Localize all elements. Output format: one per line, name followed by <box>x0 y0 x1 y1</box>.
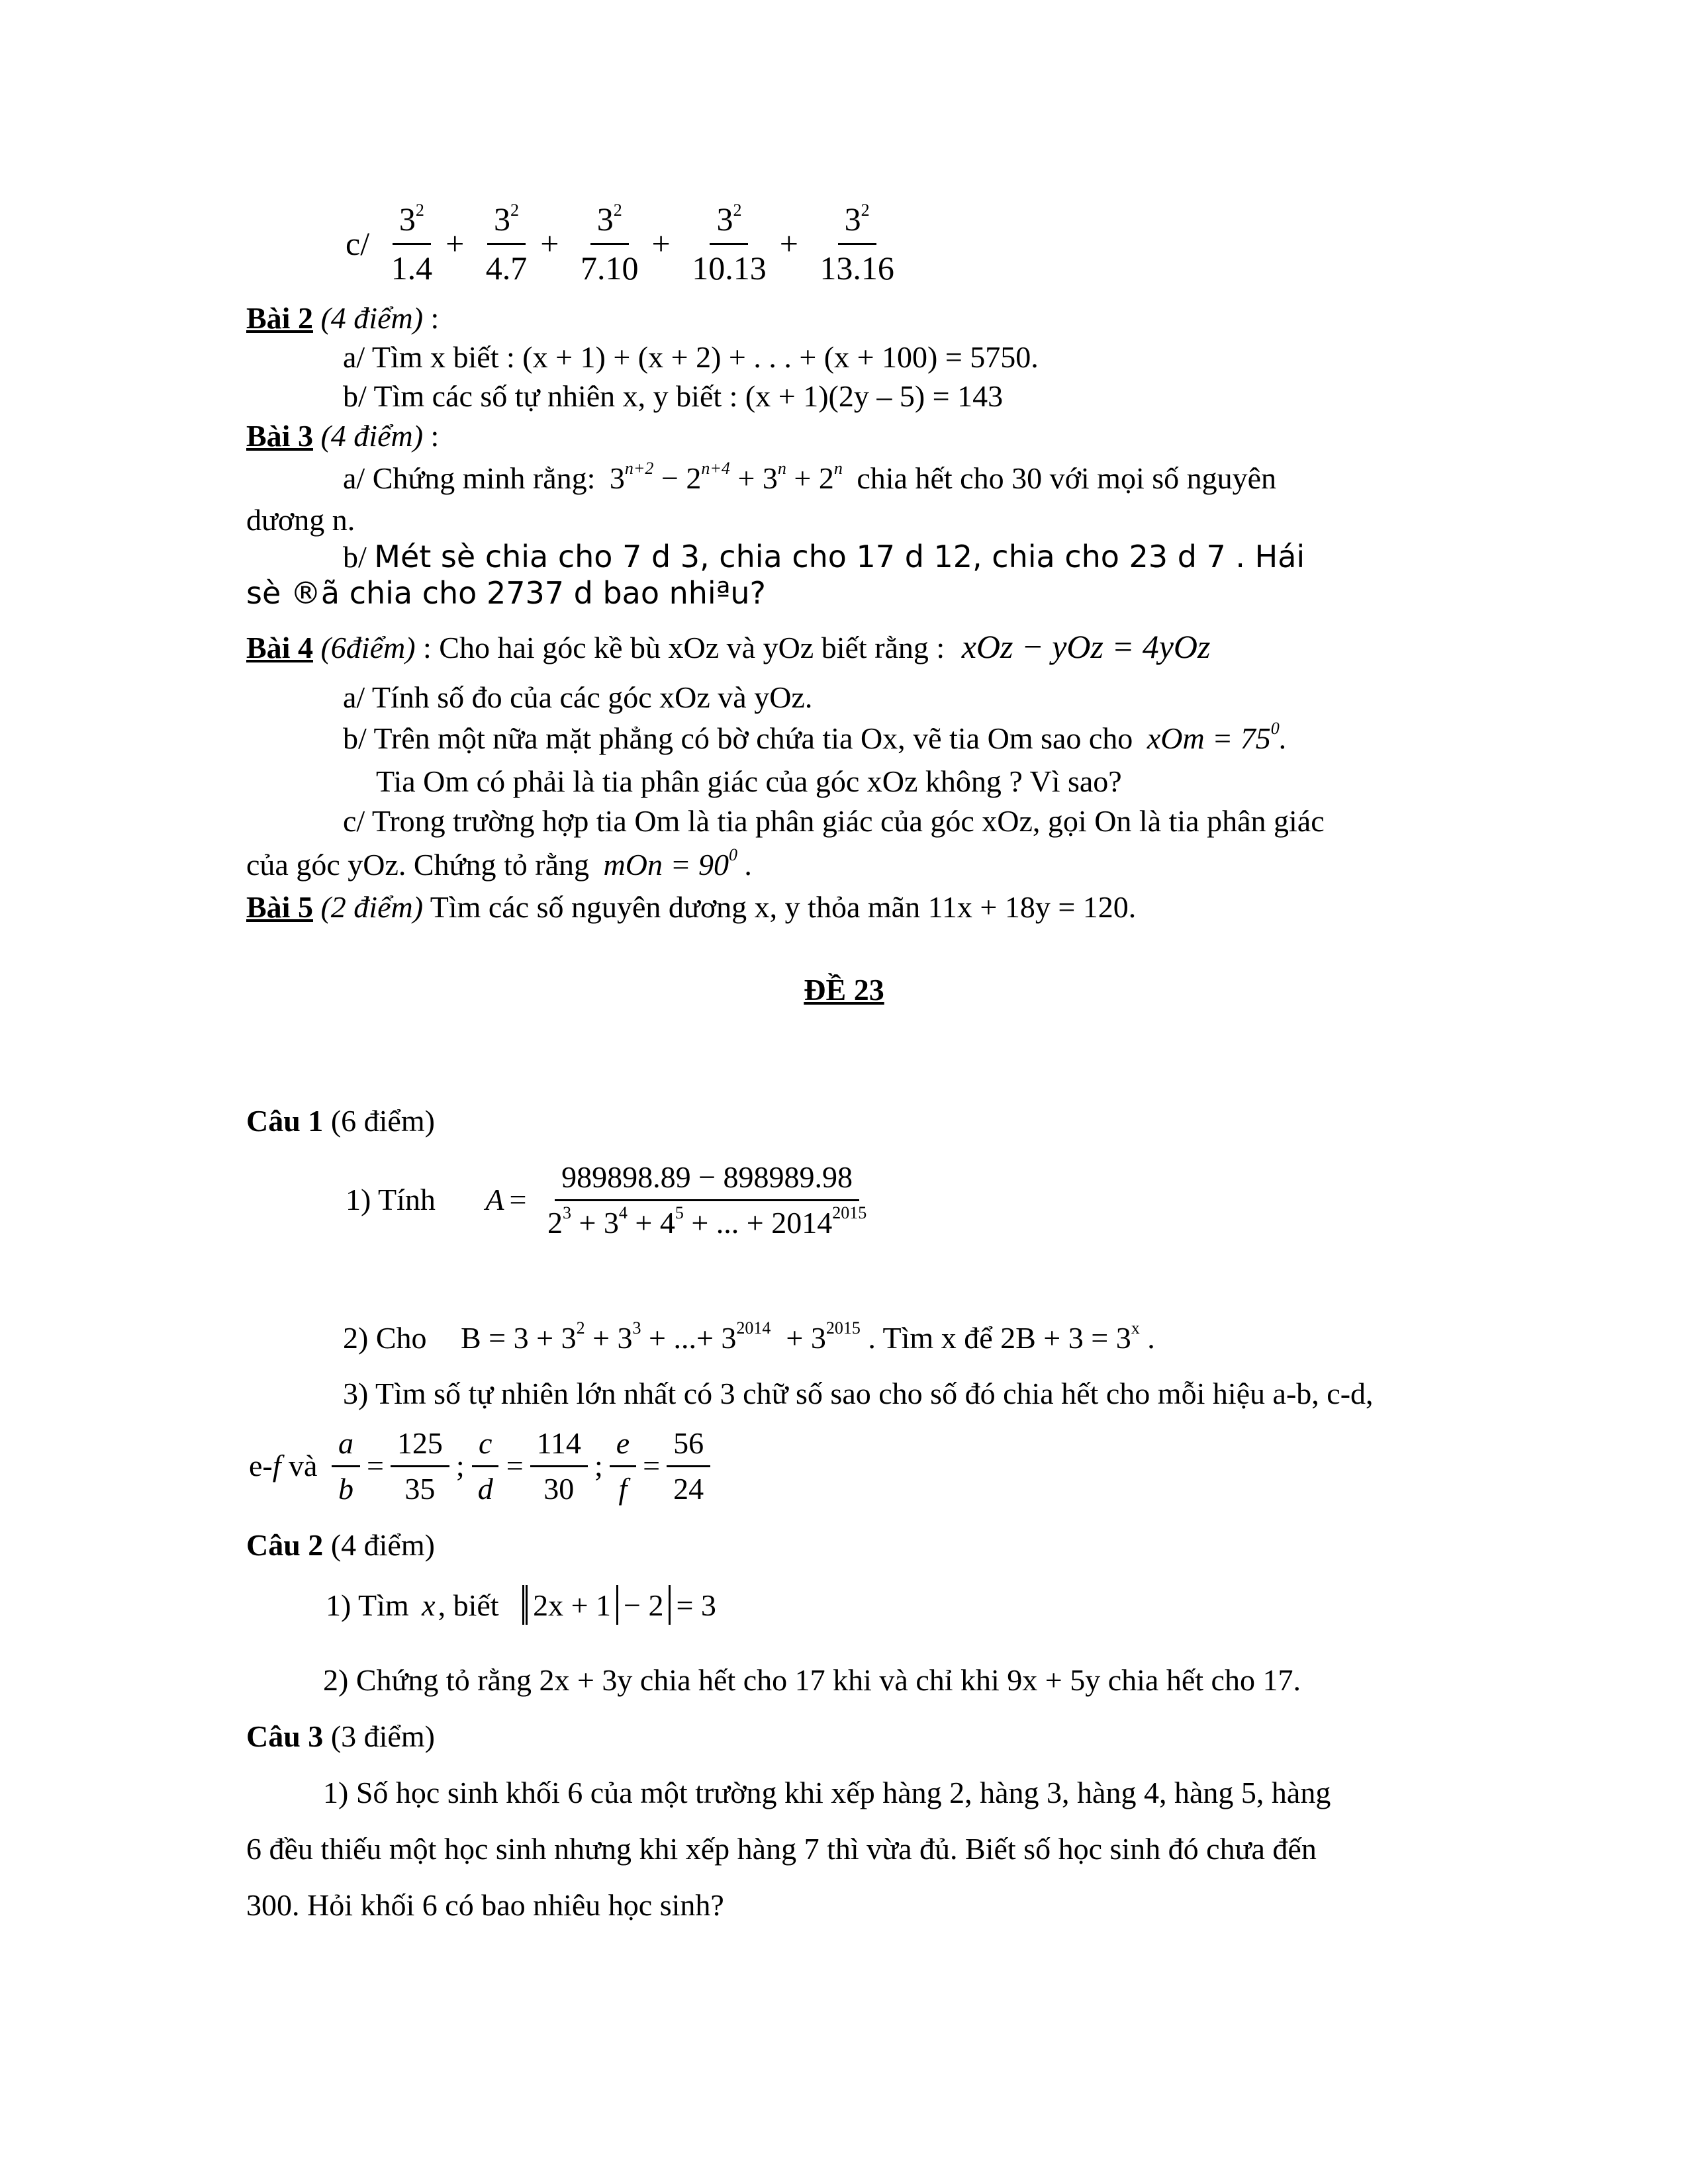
cau1-label: Câu 1 <box>246 1104 324 1138</box>
bai4-formula: xOz − yOz = 4yOz <box>961 628 1211 665</box>
cau1-points: (6 điểm) <box>323 1104 435 1138</box>
cau2-label: Câu 2 <box>246 1528 324 1562</box>
ratio-114-30: $\frac{114}{30}$ <box>530 1424 588 1508</box>
bai3-b-text: Mét sè chia cho 7 d 3, chia cho 17 d 12, chia cho 23 d 7 . Hái <box>374 539 1305 574</box>
cau1-q2: 2) Cho $B = 3 + 3^2 + 3^3$ + ...+ $3^{2014} + 3^{2015}$ . Tìm x để $2B + 3 = 3^x$ . <box>343 1318 1155 1355</box>
bai3-a-prefix: a/ Chứng minh rằng: <box>343 461 596 495</box>
bai4-a: a/ Tính số đo của các góc xOz và yOz. <box>343 680 813 714</box>
exam-title: ĐỀ 23 <box>804 973 884 1007</box>
fraction-5: $\frac{3^2}{13.16}$ <box>813 199 901 289</box>
ratio-56-24: $\frac{56}{24}$ <box>667 1424 710 1508</box>
cau3-q1-line1: 1) Số học sinh khối 6 của một trường khi xếp hàng 2, hàng 3, hàng 4, hàng 5, hàng <box>323 1776 1331 1809</box>
minus-two: − 2 <box>624 1588 664 1622</box>
var-x: x <box>422 1588 436 1622</box>
cau1-q1-fraction <box>541 1158 873 1242</box>
cau1-q2-formula: $B = 3 + 3^2 + 3^3$ + ...+ $3^{2014} + 3^{2015}$ . <box>461 1318 883 1355</box>
cau3-q1-line3: 300. Hỏi khối 6 có bao nhiêu học sinh? <box>246 1888 724 1922</box>
bai4-c2 <box>246 846 753 884</box>
bai4-c2-prefix: của góc yOz. Chứng tỏ rằng <box>246 848 590 882</box>
cau1-heading <box>246 1102 435 1140</box>
plus-sign: + <box>779 224 798 262</box>
cau3-heading <box>246 1717 435 1756</box>
cau1-q2-text: Tìm x để 2B + 3 = 3 <box>882 1321 1131 1355</box>
bai3-heading <box>246 417 439 455</box>
bai3-b-line2: sè ®ã chia cho 2737 d bao nhiªu? <box>246 575 766 611</box>
cau1-q1-numerator: 989898.89 − 898989.98 <box>555 1158 859 1201</box>
fraction-1: $\frac{3^2}{1.4}$ <box>385 199 440 289</box>
cau2-q1-prefix: 1) Tìm <box>326 1588 409 1622</box>
bai4-label: Bài 4 <box>246 631 313 664</box>
cau2-points: (4 điểm) <box>323 1528 435 1562</box>
bai4-points: (6điểm) <box>320 631 416 664</box>
fraction-sum-line <box>343 199 905 289</box>
ratio-e-f: $\frac{e}{f}$ <box>610 1424 636 1508</box>
colon: : <box>423 301 440 335</box>
cau2-q1 <box>323 1583 719 1625</box>
c-label: c/ <box>346 224 370 262</box>
bai4-b <box>343 719 1287 758</box>
colon: : <box>423 419 440 453</box>
plus-sign: + <box>651 224 671 262</box>
bai3-points: (4 điểm) <box>320 419 424 453</box>
cau2-q2: 2) Chứng tỏ rằng 2x + 3y chia hết cho 17 khi và chỉ khi 9x + 5y chia hết cho 17. <box>323 1663 1301 1697</box>
bai2-label: Bài 2 <box>246 301 313 335</box>
cau1-q3: 3) Tìm số tự nhiên lớn nhất có 3 chữ số sao cho số đó chia hết cho mỗi hiệu a-b, c-d, <box>343 1377 1374 1410</box>
var-A: A <box>485 1183 504 1217</box>
bai5-text: Tìm các số nguyên dương x, y thỏa mãn 11x + 18y = 120. <box>423 890 1137 924</box>
bai2-a: a/ Tìm x biết : (x + 1) + (x + 2) + . . . + (x + 100) = 5750. <box>343 340 1039 374</box>
ratio-c-d: $\frac{c}{d}$ <box>471 1424 500 1508</box>
bai5-points: (2 điểm) <box>320 890 424 924</box>
bai4-b-question: Tia Om có phải là tia phân giác của góc xOz không ? Vì sao? <box>376 764 1122 798</box>
ratio-125-35: $\frac{125}{35}$ <box>391 1424 449 1508</box>
bai4-b-text: b/ Trên một nữa mặt phẳng có bờ chứa tia Ox, vẽ tia Om sao cho <box>343 721 1133 755</box>
bai2-points: (4 điểm) <box>320 301 424 335</box>
bai5 <box>246 888 1136 927</box>
plus-sign: + <box>540 224 559 262</box>
fraction-4: $\frac{3^2}{10.13}$ <box>685 199 773 289</box>
bai5-label: Bài 5 <box>246 890 313 924</box>
bai4-intro: : Cho hai góc kề bù xOz và yOz biết rằng : <box>415 631 945 664</box>
bai4-heading <box>246 626 1210 668</box>
bai3-a-formula: $3^{n+2} - 2^{n+4} + 3^n + 2^n$ <box>609 459 843 495</box>
bai3-label: Bài 3 <box>246 419 313 453</box>
plus-sign: + <box>445 224 465 262</box>
ratio-a-b: $\frac{a}{b}$ <box>332 1424 360 1508</box>
fraction-2: $\frac{3^2}{4.7}$ <box>479 199 534 289</box>
fraction-3: $\frac{3^2}{7.10}$ <box>574 199 645 289</box>
cau3-label: Câu 3 <box>246 1719 324 1753</box>
cau3-q1-line2: 6 đều thiếu một học sinh nhưng khi xếp hàng 7 thì vừa đủ. Biết số học sinh đó chưa đến <box>246 1832 1317 1866</box>
bai3-a-cont: dương n. <box>246 503 355 537</box>
cau1-q1-prefix: 1) Tính <box>346 1183 436 1217</box>
cau2-heading <box>246 1526 435 1565</box>
bai4-c2-formula: mOn = $90^0$ . <box>603 845 753 882</box>
bai4-c: c/ Trong trường hợp tia Om là tia phân giác của góc xOz, gọi On là tia phân giác <box>343 804 1325 838</box>
bai3-b-prefix: b/ <box>343 540 367 574</box>
biet-text: , biết <box>438 1588 499 1622</box>
cau1-q1-denominator: $2^3 + 3^4 + 4^5$ + ... + $2014^{2015}$ <box>547 1203 867 1240</box>
cau1-q3-cont: e-f và $\frac{a}{b}$ = $\frac{125}{35}$ ; $\frac{c}{d}$ = $\frac{114}{30}$ ; $\frac{e}{f}$ = $\frac{56}{24}$ <box>246 1424 714 1508</box>
cau1-q2-prefix: 2) Cho <box>343 1321 427 1355</box>
bai3-a <box>343 459 1276 498</box>
bai2-heading <box>246 299 439 338</box>
abs-inner-expr: 2x + 1 <box>533 1588 612 1622</box>
bai3-b-line1 <box>343 538 1305 576</box>
bai3-a-suffix: chia hết cho 30 với mọi số nguyên <box>857 461 1277 495</box>
equals-three: = 3 <box>676 1588 716 1622</box>
cau3-points: (3 điểm) <box>323 1719 435 1753</box>
bai2-b: b/ Tìm các số tự nhiên x, y biết : (x + 1)(2y – 5) = 143 <box>343 379 1004 413</box>
cau1-q1: 1) Tính A = $\frac{989898.89 - 898989.98}{2^3 + 3^4 + 4^5 + ... + 2014^{2015}}$ <box>343 1158 877 1242</box>
bai4-b-formula: xOm = $75^0$. <box>1147 719 1288 755</box>
